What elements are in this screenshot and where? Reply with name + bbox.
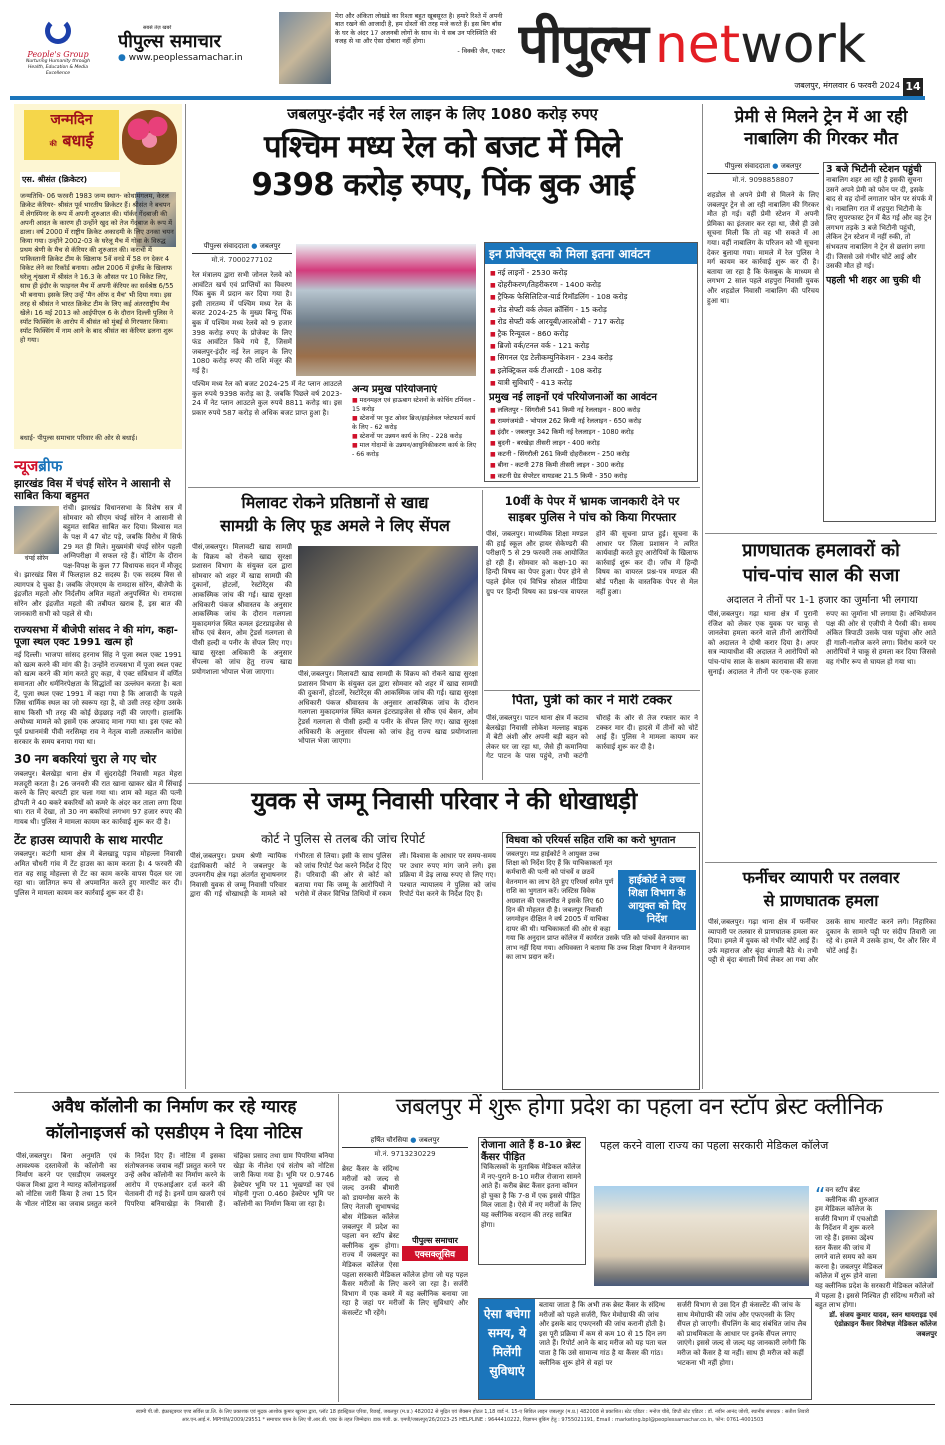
exclusive-tag: पीपुल्स समाचार एक्सक्लूसिव [402, 1235, 468, 1261]
daily-patients-box: रोजाना आते हैं 8-10 ब्रेस्ट कैंसर पीड़ित चिकित्सकों के मुताबिक मेडिकल कॉलेज में नए-पुराने 8-10 मरीज रोजाना सामने आते हैं। करीब ब्रेस्ट कैंसर इतना कॉमन हो चुका है कि 7-8 में एक इससे पीड़ित मिल जाता है। ऐसे में नए मरीजों के लिए यह क्लीनिक वरदान की तरह साबित होगा। [478, 1137, 586, 1265]
quote-box: मेरा और अंकिता लोखंडे का रिश्ता बहुत खूबसूरत है। हमारे रिश्ते में अपनी बात रखने की आजादी है, हम दोस्तों की तरह मजे करते हैं। इस बिग बॉस के घर के अंदर 17 अजनबी लोगों के साथ थे। ये सब उन परिस्थिति की वजह से था और ऐसा दोबारा नहीं होगा। - विक्की जैन, एक्टर [335, 12, 505, 55]
medical-college-photo [594, 1186, 809, 1286]
clinic-headline: जबलपुर में शुरू होगा प्रदेश का पहला वन स्टॉप ब्रेस्ट क्लीनिक [395, 1094, 883, 1120]
doctor-quote: “ वन स्टॉप ब्रेस्ट क्लीनिक की शुरुआत हम मेडिकल कॉलेज के सर्जरी विभाग में एचओडी के निर्देशन में शुरू करने जा रहे हैं। इसका उद्देश्य स्तन कैंसर की जांच में लगने वाले समय को कम करना है। जबलपुर मेडिकल कॉलेज में शुरू होने वाला यह क्लीनिक प्रदेश के सरकारी मेडिकल कॉलेजों में पहला है। इससे निश्चित ही संदिग्ध मरीजों को बहुत लाभ होगा। डॉ. संजय कुमार यादव, स्तन थायराइड एवं एंडोक्राइन कैंसर विशेषज्ञ मेडिकल कॉलेज जबलपुर [815, 1186, 937, 1338]
allocation-list: ■ नई लाइनों - 2530 करोड़ ■ दोहरीकरण/तिहरीकरण - 1400 करोड़ ■ ट्रैफिक फेसिलिटिज-यार्ड रिमॉडलिंग - 108 करोड़ ■ रोड सेफ्टी वर्क लेवल क्रॉसिंग - 15 करोड़ ■ रोड सेफ्टी वर्क आरयूबी/आरओबी - 717 करोड़ ■ ट्रैक रिन्यूवल - 860 करोड़ ■ ब्रिजो वर्क/टनल वर्क - 121 करोड़ ■ सिगनल एंड टेलीकम्युनिकेशन - 234 करोड़ ■ इलेक्ट्रिकल वर्क टीआरडी - 108 करोड़ ■ यात्री सुविधाएँ - 413 करोड़ [485, 264, 697, 392]
high-court-callout: हाईकोर्ट ने उच्च शिक्षा विभाग के आयुक्त को दिए निर्देश [618, 870, 696, 930]
minor-headline: प्रेमी से मिलने ट्रेन में आ रही नाबालिग की गिरकर मौत [734, 107, 908, 149]
doctor-photo [885, 1210, 937, 1278]
colony-text: पीसं,जबलपुर। बिना अनुमति एवं आवश्यक दस्तावेजों के कॉलोनी का निर्माण करने पर एसडीएम जबलपुर पंकज मिश्रा द्वारा ने ग्यारह कॉलोनाइजर्स को नोटिस जारी किया है तथा 15 दिन के भीतर नोटिस का जवाब प्रस्तुत करने के निर्देश दिए हैं। नोटिस में इसका संतोषजनक जवाब नहीं प्रस्तुत करने पर उन्हें अवैध कॉलोनी का निर्माण करने के आरोप में एफआईआर दर्ज करने की चेतावनी दी गई है। इनमें ग्राम खजरी एवं पिपरिया बनियाखेड़ा के निवासी हैं। चंद्रिका प्रसाद तथा ग्राम पिपरिया बनिया खेड़ा के नीलेश एवं संतोष को नोटिस जारी किया गया है। भूमि पर 0.9746 हेक्टेयर भूमि पर 11 भूखण्डों का एवं मोहनी गुप्ता 0.460 हेक्टेयर भूमि पर कॉलोनी का निर्माण किया जा रहा है। [16, 1152, 334, 1208]
birthday-box: जन्मदिन की बधाई एस. श्रीसंत (क्रिकेटर) जन्मतिथि- 06 फरवरी 1983 जन्म स्थान- कोथामंगलम, केरल क्रिकेट कॅरियर- श्रीसंत पूर्व भारतीय क्रिकेटर हैं। श्रीसंत ने बचपन में लेगस्पिनर के रूप में अपनी शुरुआत की। यॉर्कर गेंदबाजी की अपनी आदत के कारण ही उन्होंने खुद को तेज गेंदबाज के रूप में ढाला। वर्ष 2000 में राष्ट्रीय क्रिकेट अकादमी के लिए उनका चयन किया गया। उन्होंने 2002-03 के घरेलू मैच में गोवा के विरुद्ध प्रथम श्रेणी के मैच से कॅरियर की शुरुआत की। कराची में पाकिस्तानी क्रिकेट टीम के खिलाफ 5वें वनडे में 58 रन देकर 4 विकेट लेने का रिकॉर्ड बनाया। अप्रैल 2006 में इंग्लैंड के खिलाफ घरेलू शृंखला में श्रीसंत ने 16.3 के औसत पर 10 विकेट लिए, साथ ही इंदौर के फाइनल मैच में अपनी कॅरियर का सर्वश्रेष्ठ 6/55 भी बनाया। इसके लिए उन्हें 'मैन ऑफ द मैच' भी दिया गया। इस तरह से श्रीसंत ने भारत क्रिकेट टीम के लिए कई अंतरराष्ट्रीय मैच खेले। 16 मई 2013 को आईपीएल 6 के दौरान दिल्ली पुलिस ने स्पॉट फिक्सिंग के आरोप में श्रीसंत को मुंबई से गिरफ्तार किया। स्पॉट फिक्सिंग में नाम आने के बाद श्रीसंत का कॅरियर ढलना शुरू हो गया। बधाई- पीपुल्स समाचार परिवार की ओर से बधाई। [14, 104, 182, 449]
other-projects-box: अन्य प्रमुख परियोजनाएं ■ मदनमहल एवं हाऊबाग स्टेशनों के कोचिंग टर्मिनल - 15 करोड़ ■ स्टेशनों पर फुट ओवर ब्रिज/हाईलेवल प्लेटफार्म कार्य के लिए - 62 करोड़ ■ स्टेशनों पर उन्नयन कार्य के लिए - 228 करोड़ ■ माल गोदामों के उन्नयन/आधुनिकीकरण कार्य के लिए - 66 करोड़ [352, 384, 480, 480]
soren-photo: चंपई सोरेन [14, 506, 59, 562]
adulteration-headline: मिलावट रोकने प्रतिष्ठानों से खाद्य सामग्री के लिए फूड अमले ने लिए सेंपल [220, 493, 450, 535]
lead-story: पीपुल्स संवाददाता ● जबलपुर मो.नं. 7000277102 रेल मंत्रालय द्वारा सभी जोनल रेलवे को आवंटित खर्च एवं प्राप्तियों का विवरण पिंक बुक में प्रदान कर दिया गया है। इसी तारतम्य में पश्चिम मध्य रेल के बजट 2024-25 के मुख्य बिन्दु पिंक बुक में पश्चिम मध्य रेलवे को 9 हजार 398 करोड़ रुपए के प्रोजेक्ट के लिए फंड आवंटित किये गये हैं, जिसमें जबलपुर-इंदौर नई रेल लाइन के लिए 1080 करोड़ रुपए की राशि मंजूर की गई है। [192, 242, 292, 375]
clinic-story: हर्षित चौरसिया ● जबलपुर मो.नं. 9713230229 पीपुल्स समाचार एक्सक्लूसिव ब्रेस्ट कैंसर के संदिग्ध मरीजों को जल्द से जल्द उनकी बीमारी को डायग्नोस करने के लिए नेताजी सुभाषचंद्र बोस मेडिकल कॉलेज जबलपुर में प्रदेश का पहला वन स्टॉप ब्रेस्ट क्लीनिक शुरू होगा। राज्य में जबलपुर का मेडिकल कॉलेज ऐसा पहला सरकारी मेडिकल कॉलेज होगा जो यह पहल कैंसर मरीजों के लिए करने जा रहा है। सर्जरी विभाग में एक कमरे में यह क्लीनिक बनाया जा रहा है जहां पर मरीजों के लिए सुविधाएं और कंसल्टेंट भी रहेंगे। [342, 1136, 468, 1317]
header-rule [10, 96, 925, 100]
food-inspection-photo [298, 546, 478, 666]
adulteration-text-1: पीसं,जबलपुर। मिलावटी खाद्य सामग्री के विक्रय को रोकने खाद्य सुरक्षा प्रशासन विभाग के संयुक्त दल द्वारा सोमवार को शहर में खाद्य सामग्री की दुकानों, होटलों, रेस्टोरेंट्स की आकस्मिक जांच की गई। खाद्य सुरक्षा अधिकारी पंकज श्रीवास्तव के अनुसार आकस्मिक जांच के दौरान गलगला मुकादमगंज स्थित कमल इंटरप्राइजेस से सौंफ एवं बेसन, ओम ट्रेडर्स गलगला से पीसी हल्दी व पनीर के सेंपल लिए गए। खाद्य सुरक्षा अधिकारी के अनुसार सेंपल्स को जांच हेतु राज्य खाद्य प्रयोगशाला भोपाल भेजा जाएगा। [192, 543, 292, 676]
widow-box: विधवा को एरियर्स सहित राशि का करो भुगतान हाईकोर्ट ने उच्च शिक्षा विभाग के आयुक्त को दिए निर्देश जबलपुर। मप्र हाईकोर्ट ने आयुक्त उच्च शिक्षा को निर्देश दिए हैं कि याचिकाकर्ता मृत कर्मचारी की पत्नी को पांचवें व छठवें वेतनमान का लाभ देते हुए एरियर्स समेत पूर्ण राशि का भुगतान करें। जस्टिस विवेक अग्रवाल की एकलपीठ ने इसके लिए 60 दिन की मोहलत दी है। जबलपुर निवासी जगमोहन दीक्षित ने वर्ष 2005 में याचिका दायर की थी। याचिकाकर्ता की ओर से कहा गया कि अनुदान प्राप्त कॉलेज में कार्यरत उसके पति को पांचवें वेतनमान का लाभ नहीं दिया गया। अधिवक्ता ने बताया कि उच्च शिक्षा विभाग ने वेतनमान का लाभ प्रदान करें। [502, 832, 700, 1090]
group-logo-icon [45, 18, 71, 44]
brief-item: टेंट हाउस व्यापारी के साथ मारपीट जबलपुर। कटंगी थाना क्षेत्र में बेलखाडू पड़ाव मोहल्ला निवासी अमित चौधरी गांव में टेंट हाउस का काम करता है। 4 फरवरी की रात वह साहू मोहल्ला से टेंट का काम करके वापस पैदल घर जा रहा था। जातिगत रूप से अपमानित करते हुए मारपीट कर दी। पुलिस ने मामला कायम कर कार्रवाई शुरू कर दी है। [14, 832, 182, 897]
paper-logo: सबसे तेज़ खबरें पीपुल्स समाचार ● www.peoplessamachar.in [118, 25, 268, 75]
accident-headline: पिता, पुत्री को कार ने मारी टक्कर [512, 694, 672, 708]
dateline: जबलपुर, मंगलवार 6 फरवरी 2024 [794, 81, 900, 90]
paper-leak-headline: 10वीं के पेपर में भ्रामक जानकारी देने पर साइबर पुलिस ने पांच को किया गिरफ्तार [504, 494, 680, 524]
fraud-headline: युवक से जम्मू निवासी परिवार ने की धोखाधड़ी [251, 788, 637, 815]
brief-item: राज्यसभा में बीजेपी सांसद ने की मांग, कहा- पूजा स्थल एक्ट 1991 खत्म हो नई दिल्ली। भाजपा सांसद हरनाथ सिंह ने पूजा स्थल एक्ट 1991 को खत्म करने की मांग की है। उन्होंने राज्यसभा में पूजा स्थल एक्ट को खत्म करने की मांग करते हुए कहा, ये एक्ट संविधान में वर्णित समानता और धर्मनिरपेक्षता के सिद्धांतों का उल्लंघन करता है। बता दें, पूजा स्थल एक्ट 1991 में कहा गया है कि आजादी के पहले जिस धार्मिक स्थल का जो स्वरूप रहा है, वो उसी तरह रहेगा उसके साथ किसी भी तरह की कोई छेड़छाड़ नहीं की जाएगी। हालांकि अयोध्या मामले को इसमें एक अपवाद माना गया था। इस एक्ट को पूर्व प्रधानमंत्री पीवी नरसिम्हा राव ने नेतृत्व वाली तत्कालीन कांग्रेस सरकार के समय बनाया गया था। [14, 625, 182, 746]
benefit-box: ऐसा बचेगा समय, ये मिलेंगी सुविधाएं बताया जाता है कि अभी तक ब्रेस्ट कैंसर के संदिग्ध मरीजों को पहले सर्जरी, फिर मेमोग्राफी की जांच और इसके बाद एफएनसी की जांच करानी होती है। इस पूरी प्रक्रिया में कम से कम 10 से 15 दिन लग जाते हैं। रिपोर्ट आने के बाद मरीज को यह पता चल पाता है कि उसे सामान्य गांठ है या कैंसर की गांठ। क्लीनिक शुरू होने से वहां पर सर्जरी विभाग से उस दिन ही कंसल्टेंट की जांच के साथ मेमोग्राफी की जांच और एफएनसी के लिए सैंपल हो जाएगी। सैंपलिंग के बाद संबंधित जांच लैब को प्राथमिकता के आधार पर इनके सैंपल लगाए जाएंगे। इससे जल्द से जल्द यह जानकारी लगेगी कि मरीज को कैंसर है या नहीं। साथ ही मरीज को कहीं भटकना भी नहीं होगा। [478, 1298, 812, 1400]
fraud-subhead: कोर्ट ने पुलिस से तलब की जांच रिपोर्ट [261, 832, 425, 846]
masthead: पीपुल्स network [518, 12, 867, 75]
actor-photo [279, 12, 331, 84]
lead-story-continued: पश्चिम मध्य रेल को बजट 2024-25 में नेट प्लान आउटले कुल रुपये 9398 करोड़ का है. जबकि पिछले वर्ष 2023-24 में नेट प्लान आउटले कुल रुपये 8811 करोड़ था। इस प्रकार रुपये 587 करोड़ से अधिक बजट प्राप्त हुआ है। [192, 380, 342, 417]
quote-mark-icon: “ [815, 1186, 826, 1207]
group-logo: People's Group Nurturing Humanity through Health, Education & Media Excellence [18, 18, 98, 88]
website-link[interactable]: ● www.peoplessamachar.in [118, 53, 243, 63]
lead-kicker: जबलपुर-इंदौर नई रेल लाइन के लिए 1080 करोड़ रुपए [287, 106, 598, 123]
birthday-title: जन्मदिन की बधाई [24, 110, 119, 160]
brief-title: न्यूजब्रीफ [14, 457, 63, 475]
colony-headline: अवैध कॉलोनी का निर्माण कर रहे ग्यारह कॉलोनाइजर्स को एसडीएम ने दिया नोटिस [45, 1097, 303, 1143]
minor-sidebar-box: 3 बजे भिटौनी स्टेशन पहुंची नाबालिग शहर आ रही है इसकी सूचना उसने अपने प्रेमी को फोन पर दी, इसके बाद से वह दोनों लगातार फोन पर संपर्क में थे। नाबालिग रात में शहपुरा भिटौनी के लिए सुपरफास्ट ट्रेन में बैठ गई और वह ट्रेन लगभग तड़के 3 बजे भिटौनी पहुंची, लेकिन ट्रेन स्टेशन में नहीं रुकी, तो संभवतय नाबालिग ने ट्रेन से छलांग लगा दी। जिससे उसे गंभीर चोटें आई और उसकी मौत हो गई। पहली भी शहर आ चुकी थी [823, 162, 936, 522]
globe-icon: ● [118, 53, 129, 63]
other-projects-list: ■ मदनमहल एवं हाऊबाग स्टेशनों के कोचिंग टर्मिनल - 15 करोड़ ■ स्टेशनों पर फुट ओवर ब्रिज/हाईलेवल प्लेटफार्म कार्य के लिए - 62 करोड़ ■ स्टेशनों पर उन्नयन कार्य के लिए - 228 करोड़ ■ माल गोदामों के उन्नयन/आधुनिकीकरण कार्य के लिए - 66 करोड़ [352, 396, 480, 459]
flower-basket-icon [122, 110, 177, 165]
assault-headline: प्राणघातक हमलावरों को पांच-पांच साल की सजा [742, 540, 900, 586]
clinic-subhead: पहल करने वाला राज्य का पहला सरकारी मेडिकल कॉलेज [600, 1139, 829, 1152]
news-brief [14, 456, 182, 1091]
page-number: 14 [903, 78, 923, 96]
imprint-footer: स्वामी पी.जी. इंफ्रास्ट्रक्चर एण्ड सर्विस प्रा.लि. के लिए प्रकाशक एवं मुद्रक आशोक कुमार खुराना द्वारा, प्लॉट 18 इंडस्ट्रियल एरिया, रिछाई, जबलपुर (म.प्र.) 482002 से मुद्रित एवं जैक्सन होटल 1,18 वार्ड नं. 15-ए सिविल लाइन जबलपुर (म.प्र.) 482008 से प्रकाशित। स्टेट एडिटर : मनोज चौबे, डिप्टी स्टेट एडिटर : डॉ. नवीन आनंद जोशी, स्थानीय संपादक : सतीश तिवारी आर.एन.आई.नं. MPHIN/2009/29551 * समाचार चयन के लिए पी.आर.बी. एक्ट के तहत जिम्मेदार। डाक पंजी. क्र. एमपी/जबलपुर/26/2023-25 HELPLINE : 9644410222, विज्ञापन बुकिंग हेतु : 9755021191, Email : marketing.bpl@peoplessamachar.co.in, फोन: 0761-4001503 [135, 1409, 810, 1423]
furniture-headline: फर्नीचर व्यापारी पर तलवार से प्राणघातक हमला [742, 868, 900, 910]
minor-story: पीपुल्स संवाददाता ● जबलपुर मो.नं. 9098858807 शहडोल से अपने प्रेमी से मिलने के लिए जबलपुर ट्रेन से आ रही नाबालिग की गिरकर मौत हो गई। वहीं प्रेमी स्टेशन में अपनी प्रेमिका का इंतजार कर रहा था, जैसे ही उसे सूचना मिली कि तो वह भी सकते में आ गया। वहीं नाबालिग के परिजन को भी सूचना देकर बुलाया गया। मामले में रेल पुलिस ने मर्ग कायम कर कार्रवाई शुरू कर दी है। बताया जा रहा है कि फेसबुक के माध्यम से लगभग 2 साल पहले शहपुरा निवासी युवक और शहडोल निवासी नाबालिग की परिचय हुआ था। [707, 162, 819, 305]
assault-text: पीसं,जबलपुर। गढ़ा थाना क्षेत्र में पुरानी रंजिश को लेकर एक युवक पर चाकू से जानलेवा हमला करने वाले तीनों आरोपियों को अदालत ने दोषी करार दिया है। अपर सत्र न्यायाधीश की अदालत ने आरोपियों को पांच-पांच साल के सश्रम कारावास की सजा सुनाई। अदालत ने तीनों पर एक-एक हजार रुपए का जुर्माना भी लगाया है। अभियोजन पक्ष की ओर से एजीपी ने पैरवी की। समय अंकित त्रिपाठी उसके पास पहुंचा और आते ही गाली-गलौज करने लगा। विरोध करने पर आरोपियों ने चाकू से हमला कर दिया जिससे वह गंभीर रूप से घायल हो गया था। [708, 610, 936, 676]
brief-item: 30 नग बकरियां चुरा ले गए चोर जबलपुर। बेलखेड़ा थाना क्षेत्र में सुंदरादेही निवासी महत मेहरा मजदूरी करता है। 26 जनवरी की रात खाना खाकर खेत में सिंचाई करने के लिए बरपटी हार चला गया था। शाम को महत की पत्नी द्रौपती ने 40 बकरे बकरियों को कमरे के अंदर कर ताला लगा दिया था। रात में देखा, तो 30 नग बकरियां लगभग 97 हजार रुपए की गायब थी। पुलिस ने मामला कायम कर कार्रवाई शुरू कर दी है। [14, 752, 182, 826]
new-lines-list: ■ ललितपुर - सिंगरौली 541 किमी नई रेललाइन - 800 करोड़ ■ रामगंजमंडी - भोपाल 262 किमी नई रेललाइन - 650 करोड़ ■ इंदौर - जबलपुर 342 किमी नई रेललाइन - 1080 करोड़ ■ बुदनी - बरखेड़ा तीसरी लाइन - 400 करोड़ ■ कटनी - सिंगरौली 261 किमी दोहरीकरण - 250 करोड़ ■ बीना - कटनी 278 किमी तीसरी लाइन - 300 करोड़ ■ कटनी ग्रेड सेपरेटर वायडक्ट 21.5 किमी - 350 करोड़ [485, 404, 697, 482]
fraud-text: पीसं,जबलपुर। प्रथम श्रेणी न्यायिक दंडाधिकारी कोर्ट ने जबलपुर के उपनगरीय क्षेत्र गढ़ा अंतर्गत सुभाषनगर निवासी युवक से जम्मू निवासी परिवार द्वारा की गई धोखाधड़ी के मामले को गंभीरता से लिया। इसी के साथ पुलिस को जांच रिपोर्ट पेश करने निर्देश दे दिए हैं। परिवादी की ओर से कोर्ट को बताया गया कि जम्मू के आरोपियों ने भरोसे में लेकर विभिन्न तिथियों में रकम ली। विश्वास के आधार पर समय-समय पर उधार रुपए मांग जाने लगे। इस प्रक्रिया में डेढ़ लाख रुपए से लिए गए। पश्चात न्यायालय ने पुलिस को जांच रिपोर्ट पेश करने के निर्देश दिए हैं। [190, 852, 496, 899]
paper-leak-text: पीसं, जबलपुर। माध्यमिक शिक्षा मण्डल की हाई स्कूल और हायर सेकेण्डरी की परीक्षाएँ 5 से 29 फरवरी तक आयोजित हो रही हैं। सोमवार को कक्षा-10 का हिन्दी विषय का पेपर हुआ। पेपर होने से पहले ईमेल एवं विभिन्न सोशल मीडिया ग्रुप पर हिन्दी विषय का प्रश्न-पत्र वायरल होने की सूचना प्राप्त हुई। सूचना के आधार पर जिला प्रशासन ने त्वरित कार्यवाही करते हुए आरोपियों के खिलाफ कार्रवाई शुरू कर दी। जाँच में हिन्दी विषय का वायरल प्रश्न-पत्र मण्डल की बोर्ड परीक्षा के वास्तविक पेपर से मेल नहीं हुआ। [486, 530, 698, 596]
assault-subhead: अदालत ने तीनों पर 1-1 हजार का जुर्माना भी लगाया [726, 595, 918, 606]
adulteration-text-2: पीसं,जबलपुर। मिलावटी खाद्य सामग्री के विक्रय को रोकने खाद्य सुरक्षा प्रशासन विभाग के संयुक्त दल द्वारा सोमवार को शहर में खाद्य सामग्री की दुकानों, होटलों, रेस्टोरेंट्स की आकस्मिक जांच की गई। खाद्य सुरक्षा अधिकारी पंकज श्रीवास्तव के अनुसार आकस्मिक जांच के दौरान गलगला मुकादमगंज स्थित कमल इंटरप्राइजेस से सौंफ एवं बेसन, ओम ट्रेडर्स गलगला से पीसी हल्दी व पनीर के सेंपल लिए गए। खाद्य सुरक्षा अधिकारी के अनुसार सेंपल्स को जांच हेतु राज्य खाद्य प्रयोगशाला भोपाल भेजा जाएगा। [298, 670, 478, 746]
brief-item: झारखंड विस में चंपई सोरेन ने आसानी से साबित किया बहुमत चंपई सोरेन रांची। झारखंड विधानसभा के विशेष सत्र में सोमवार को सीएम चंपई सोरेन ने आसानी से बहुमत साबित साबित कर दिया। विश्वास मत के पक्ष में 47 वोट पड़े, जबकि विरोध में सिर्फ 29 मत ही मिले। मुख्यमंत्री चंपई सोरेन पहली अग्निपरीक्षा में सफल रहे हैं। वोटिंग के दौरान पक्ष-विपक्ष के कुल 77 विधायक सदन में मौजूद थे। झारखंड विस में फिलहाल 82 सदस्य हैं। एक सदस्य विस से त्यागपत्र दे चुका है। जबकि जेएमएम के रामदास सोरेन, बीजेपी के इंद्रजीत महतो और निर्दलीय अमित महतो अनुपस्थित थे। रामदास सोरेन और इंद्रजीत महतो की तबीयत खराब हैं, इस बात की जानकारी सभी को पहले से थी। [14, 478, 182, 618]
furniture-text: पीसं,जबलपुर। गढ़ा थाना क्षेत्र में फर्नीचर व्यापारी पर तलवार से प्राणघातक हमला कर दिया। हमले में युवक को गंभीर चोटें आई हैं। उर्फ महाराज और बृंदा बंगाली बैठे थे। तभी पट्टी से बृंदा बंगाली मिर्च लेकर आ गया और उसके साथ मारपीट करने लगे। निहारिका दुकान के सामने पट्टी पर संदीप तिवारी जा रहे थे। हमले में उसके हाथ, पैर और सिर में चोटें आई हैं। [708, 918, 936, 965]
lead-headline: पश्चिम मध्य रेल को बजट में मिले 9398 करोड़ रुपए, पिंक बुक आई [251, 129, 634, 203]
accident-text: पीसं,जबलपुर। पाटन थाना क्षेत्र में कटाव बेलखेड़ा निवासी लोकेश मल्लाह बाइक में बेटी अंशी और अपनी बड़ी बहन को लेकर घर जा रहा था, जैसे ही कमानिया गेट पाटन के पास पहुंचे, तभी कटंगी चौराहे के ओर से तेज रफ्तार कार ने टक्कर मार दी। हादसे में तीनों को चोटें आई हैं। पुलिस ने मामला कायम कर कार्रवाई शुरू कर दी है। [486, 714, 698, 761]
allocation-box: इन प्रोजेक्ट्स को मिला इतना आवंटन ■ नई लाइनों - 2530 करोड़ ■ दोहरीकरण/तिहरीकरण - 1400 करोड़ ■ ट्रैफिक फेसिलिटिज-यार्ड रिमॉडलिंग - 108 करोड़ ■ रोड सेफ्टी वर्क लेवल क्रॉसिंग - 15 करोड़ ■ रोड सेफ्टी वर्क आरयूबी/आरओबी - 717 करोड़ ■ ट्रैक रिन्यूवल - 860 करोड़ ■ ब्रिजो वर्क/टनल वर्क - 121 करोड़ ■ सिगनल एंड टेलीकम्युनिकेशन - 234 करोड़ ■ इलेक्ट्रिकल वर्क टीआरडी - 108 करोड़ ■ यात्री सुविधाएँ - 413 करोड़ प्रमुख नई लाइनों एवं परियोजनाओं का आवंटन ■ ललितपुर - सिंगरौली 541 किमी नई रेललाइन - 800 करोड़ ■ रामगंजमंडी - भोपाल 262 किमी नई रेललाइन - 650 करोड़ ■ इंदौर - जबलपुर 342 किमी नई रेललाइन - 1080 करोड़ ■ बुदनी - बरखेड़ा तीसरी लाइन - 400 करोड़ ■ कटनी - सिंगरौली 261 किमी दोहरीकरण - 250 करोड़ ■ बीना - कटनी 278 किमी तीसरी लाइन - 300 करोड़ ■ कटनी ग्रेड सेपरेटर वायडक्ट 21.5 किमी - 350 करोड़ [484, 242, 698, 482]
railway-station-photo [296, 244, 476, 376]
